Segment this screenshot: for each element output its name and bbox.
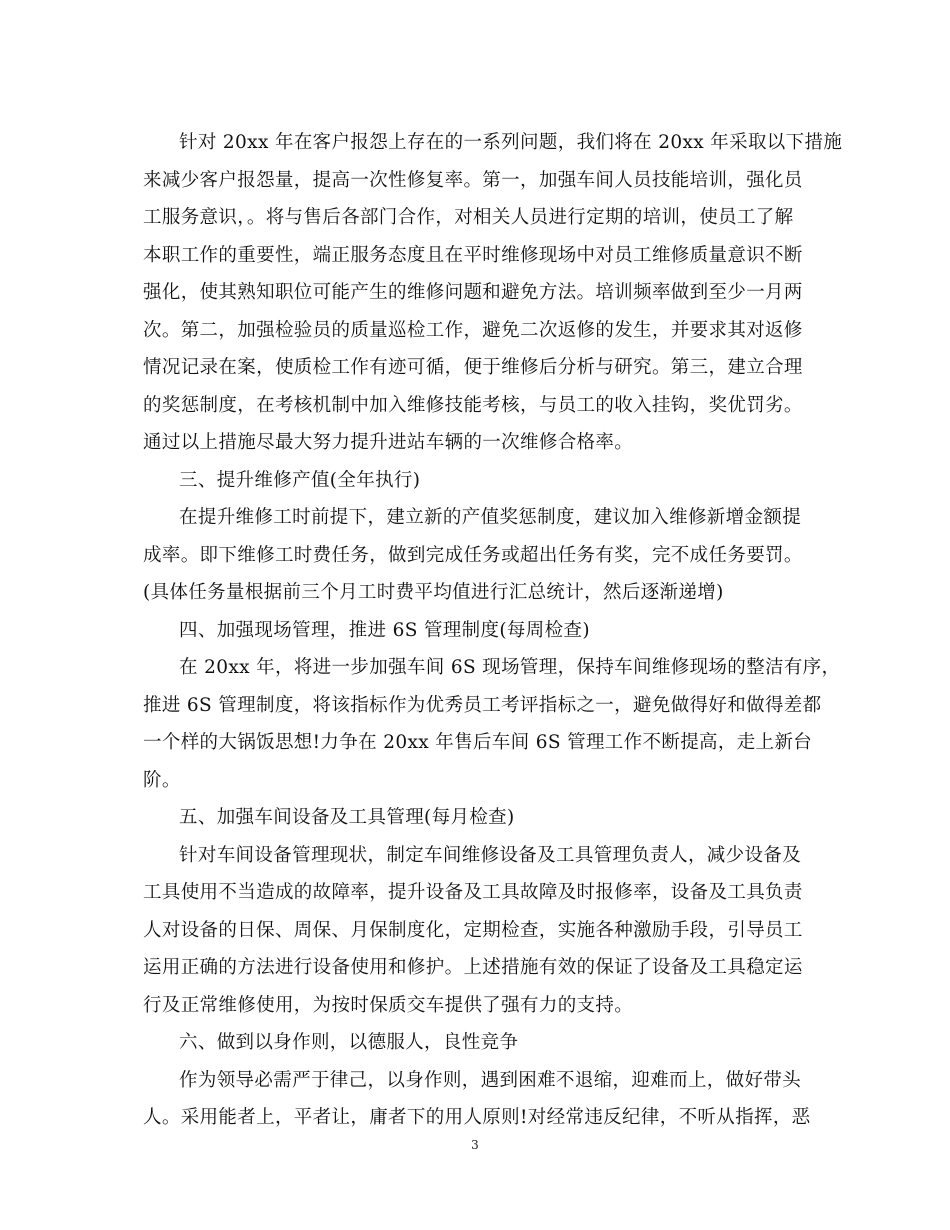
- text-line: 在提升维修工时前提下，建立新的产值奖惩制度，建议加入维修新增金额提: [179, 507, 802, 528]
- text-line: 来减少客户报怨量，提高一次性修复率。第一，加强车间人员技能培训，强化员: [143, 169, 803, 191]
- text-line: (具体任务量根据前三个月工时费平均值进行汇总统计，然后逐渐递增): [143, 582, 724, 603]
- section-heading: 五、加强车间设备及工具管理(每月检查): [179, 807, 515, 828]
- text-line: 作为领导必需严于律己，以身作则，遇到困难不退缩，迎难而上，做好带头: [179, 1069, 802, 1091]
- text-line: 工具使用不当造成的故障率，提升设备及工具故障及时报修率，设备及工具负责: [143, 882, 803, 903]
- text-line: 行及正常维修使用，为按时保质交车提供了强有力的支持。: [143, 994, 634, 1016]
- text-line: 的奖惩制度，在考核机制中加入维修技能考核，与员工的收入挂钩，奖优罚劣。: [143, 394, 803, 416]
- text-line: 次。第二，加强检验员的质量巡检工作，避免二次返修的发生，并要求其对返修: [143, 319, 803, 341]
- text-line: 在 20xx 年，将进一步加强车间 6S 现场管理，保持车间维修现场的整洁有序，: [179, 657, 841, 678]
- section-heading: 六、做到以身作则，以德服人，良性竞争: [179, 1032, 519, 1053]
- text-line: 运用正确的方法进行设备使用和修护。上述措施有效的保证了设备及工具稳定运: [143, 957, 803, 978]
- text-line: 人。采用能者上，平者让，庸者下的用人原则!对经常违反纪律，不听从指挥，恶: [143, 1107, 811, 1128]
- page-number: 3: [471, 1138, 479, 1152]
- text-line: 通过以上措施尽最大努力提升进站车辆的一次维修合格率。: [143, 432, 634, 453]
- text-line: 工服务意识，。将与售后各部门合作，对相关人员进行定期的培训，使员工了解: [143, 207, 794, 228]
- section-heading: 四、加强现场管理，推进 6S 管理制度(每周检查): [179, 619, 590, 641]
- text-line: 针对 20xx 年在客户报怨上存在的一系列问题，我们将在 20xx 年采取以下措施: [179, 132, 843, 153]
- text-line: 成率。即下维修工时费任务，做到完成任务或超出任务有奖，完不成任务要罚。: [143, 544, 803, 566]
- text-line: 人对设备的日保、周保、月保制度化，定期检查，实施各种激励手段，引导员工: [143, 919, 803, 941]
- text-line: 推进 6S 管理制度，将该指标作为优秀员工考评指标之一，避免做得好和做得差都: [143, 694, 822, 716]
- text-line: 强化，使其熟知职位可能产生的维修问题和避免方法。培训频率做到至少一月两: [143, 282, 803, 303]
- document-body: [143, 124, 843, 1137]
- section-heading: 三、提升维修产值(全年执行): [179, 469, 421, 491]
- text-line: 针对车间设备管理现状，制定车间维修设备及工具管理负责人，减少设备及: [179, 844, 802, 866]
- text-line: 情况记录在案，使质检工作有迹可循，便于维修后分析与研究。第三，建立合理: [143, 357, 803, 378]
- text-line: 一个样的大锅饭思想!力争在 20xx 年售后车间 6S 管理工作不断提高，走上新台: [143, 732, 813, 753]
- text-line: 阶。: [143, 769, 181, 791]
- text-line: 本职工作的重要性，端正服务态度且在平时维修现场中对员工维修质量意识不断: [143, 244, 803, 266]
